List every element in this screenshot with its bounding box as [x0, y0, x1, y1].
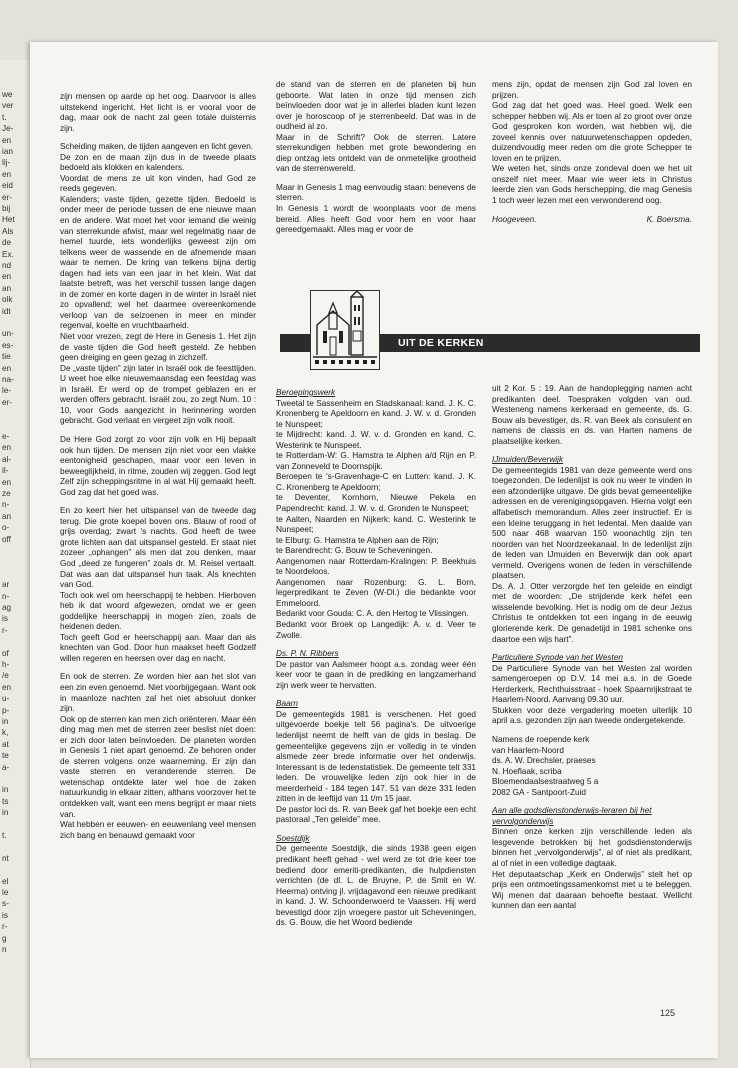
margin-fragment: nd	[2, 261, 12, 270]
column-3-top	[492, 80, 692, 225]
margin-fragment: le	[2, 888, 9, 897]
margin-fragment: er-	[2, 192, 13, 202]
paragraph: De Here God zorgt zo voor zijn volk en Hij bepaalt ook hun tijden. De mensen zijn niet voor een vlakke eentonigheid geschapen, maar voor een leven in beweeglijkheid, in ritme, zouden wij zeggen. God legt Zelf zijn scheppingsritme in al wat Hij gemaakt heeft. God zag dat het goed was.	[60, 434, 256, 497]
margin-fragment: Als	[2, 226, 14, 236]
page-number: 125	[660, 1008, 676, 1018]
margin-fragment: g	[2, 933, 7, 943]
margin-fragment: tie	[2, 352, 11, 362]
paragraph: Scheiding maken, de tijden aangeven en licht geven. De zon en de maan zijn dus in de tweede plaats bedoeld als klokken en kalenders. Voordat de mens ze uit kon vinden, had God ze reeds gegeven. Kalenders; vaste tijden, gezette tijden. Bedoeld is onder meer de periode tussen de ene nieuwe maan en de andere. Wat moet het voor iemand die weinig van sterrekunde afwist, maar wel regelmatig naar de hemel tuurde, iets wonderlijks geweest zijn om telkens weer de wassende en de afnemende maan waar te nemen. De kring van telkens bijna dertig dagen had iets van een jaar in het klein. Wat dat laatste betreft, was het verschil tussen lange dagen in de zomer en korte dagen in de winter in Israël niet zo opvallend; wel het daarmee overeenkomende verloop van de seizoenen in meer en minder regenval, koelte en vruchtbaarheid. Niet voor vrezen, zegt de Here in Genesis 1. Het zijn de vaste tijden die God heeft gesteld. Ze hebben geen dreiging en geen gezag in zichzelf. De „vaste tijden” zijn later in Israël ook de feesttijden. U weet hoe elke nieuwemaansdag een feestdag was in Israël. Er werd op de trompet geblazen en er werden offers gebracht. Israël zou, zo zegt Num. 10 : 10, voor Gods aangezicht in herinnering worden gebracht. God verlaat en vergeet zijn volk nooit.	[60, 142, 256, 426]
margin-fragment: n-	[2, 591, 10, 601]
margin-fragment: o-	[2, 523, 10, 533]
margin-fragment: Je-	[2, 124, 14, 134]
section-heading: IJmuiden/Beverwijk	[492, 455, 564, 465]
margin-fragment: na-	[2, 375, 14, 384]
margin-fragment: Ex.	[2, 249, 14, 259]
margin-fragment: el	[2, 876, 9, 886]
margin-fragment: a-	[2, 762, 10, 772]
margin-fragment: /e	[2, 671, 9, 681]
column-1	[60, 92, 256, 849]
margin-fragment: ian	[2, 147, 13, 156]
margin-fragment: in	[2, 785, 9, 795]
margin-fragment: en	[2, 443, 12, 453]
margin-fragment: s-	[2, 899, 9, 909]
section-body: Tweetal te Sassenheim en Stadskanaal: kand. J. K. C. Kronenberg te Apeldoorn en kand. J. W. v. d. Gronden te Nunspeet; te Mijdrecht: kand. J. W. v. d. Gronden en kand. C. Westerink te Nunspeet. te Rotterdam-W: G. Hamstra te Alphen a/d Rijn en P. van Zonneveld te Doornspijk. Beroepen te 's-Gravenhage-C en Lutten: kand. J. K. C. Kronenberg te Apeldoorn; te Deventer, Kornhorn, Nieuwe Pekela en Papendrecht: kand. J. W. v. d. Gronden te Nunspeet; te Aalten, Naarden en Nijkerk: kand. C. Westerink te Nunspeet; te Elburg: G. Hamstra te Alphen aan de Rijn; te Barendrecht: G. Bouw te Scheveningen. Aangenomen naar Rotterdam-Kralingen: P. Beekhuis te Noordeloos. Aangenomen naar Rozenburg: G. L. Born, legerpredikant te Zeven (W-Dl.) die bedankte voor Emmeloord. Bedankt voor Gouda: C. A. den Hertog te Vlissingen. Bedankt voor Broek op Langedijk: A. v. d. Veer te Zwolle.	[276, 398, 476, 640]
column-3-bottom	[492, 384, 692, 920]
section-body: Binnen onze kerken zijn verschillende leden als lesgevende betrokken bij het godsdienstonderwijs binnen het „vervolgonderwijs”, al of niet als predikant, al of niet in een volledige dagtaak. Het deputaatschap „Kerk en Onderwijs” stelt het op prijs een ontmoetingssamenkomst met u te beleggen. Wij menen dat daaraan behoefte bestaat. Wellicht kunnen dan een aantal	[492, 827, 692, 911]
margin-fragment: bij	[2, 204, 11, 213]
margin-fragment: r-	[2, 625, 8, 635]
margin-fragment: il-	[2, 466, 9, 476]
column-2-top	[276, 80, 476, 244]
margin-fragment: nt	[2, 853, 9, 863]
signature	[492, 215, 692, 226]
margin-fragment: in	[2, 717, 9, 726]
paragraph: zijn mensen op aarde op het oog. Daarvoor is alles uitstekend ingericht. Het licht is er vooral voor de dag, maar ook de nacht zal geen totale duisternis zijn.	[60, 92, 256, 133]
margin-fragment: olk	[2, 295, 13, 305]
paragraph: de stand van de sterren en de planeten bij hun geboorte. Wat laten in onze tijd mensen zich beïnvloeden door wat je in allerlei bladen kunt lezen over je horoscoop of je sterrenbeeld. Dat was in de oudheid al zo. Maar in de Schrift? Ook de sterren. Latere sterrekundigen hebben met grote bewondering en diep ontzag iets ontdekt van de onmetelijke grootheid van de sterrenwereld.	[276, 80, 476, 174]
magazine-page	[30, 42, 718, 1058]
margin-fragment: te	[2, 751, 9, 761]
paragraph: En ook de sterren. Ze worden hier aan het slot van een zin even genoemd. Niet voorbijgegaan. Want ook in maanloze nachten zal het niet absoluut donker zijn. Ook op de sterren kan men zich oriënteren. Maar één ding mag men met de sterren zeer beslist niet doen: er zich door laten beïnvloeden. De planeten worden in Genesis 1 niet apart genoemd. Ze behoren onder de sterren volgens onze waarneming. Er zijn dan vaste sterren en veranderende sterren. De wetenschap ontdekte later wel hoe de zaken natuurkundig in elkaar zitten, althans voorzover het te ontdekken valt, want een mens begrijpt er maar niets van. Wat hebben er eeuwen- en eeuwenlang veel mensen zich bang en benauwd gemaakt voor	[60, 672, 256, 840]
paragraph: En zo keert hier het uitspansel van de tweede dag terug. Die grote koepel boven ons. Blauw of rood of grijs overdag; zwart 's nachts. God heeft de twee grote lichten aan dat uitspansel gesteld. Er staat niet zozeer „ophangen” als men dat zou denken, maar God „deed ze fungeren” zoals dr. M. Reisel vertaalt. Dat was aan dat uitspansel hun taak. Als knechten van God. Toch ook wel om heerschappij te hebben. Hierboven heb ik dat woord afgewezen, omdat we er geen goddelijke heerschappij in mogen zien, zoals de heidenen deden. Toch geeft God er heerschappij aan. Maar dan als knechten van God. Door hun maakset heeft Godzelf willen regeren en heersen over dag en nacht.	[60, 506, 256, 663]
section-heading: Aan alle godsdienstonderwijs-leraren bij het vervolgonderwijs	[492, 806, 652, 826]
section-body: De gemeente Soestdijk, die sinds 1938 geen eigen predikant heeft gehad - wel werd ze tot drie keer toe bediend door emeriti-predikanten, die hulpdiensten verrichten (de dl. L. de Bruyne, P. de Smit en W. Heerma) ontving jl. vrijdagavond een nieuwe predikant in kand. J. W. Schoonderwoerd te Vaassen. Hij werd bevestigd door zijn vroegere pastor uit Scheveningen, ds. G. Bouw, die het Woord bediende	[276, 844, 476, 928]
margin-fragment: we	[2, 90, 13, 99]
margin-fragment: en	[2, 682, 12, 692]
address-block: Namens de roepende kerk van Haarlem-Noord ds. A. W. Drechsler, praeses N. Hoeflaak, scriba Bloemendaalsestraatweg 5 a 2082 GA - Santpoort-Zuid	[492, 734, 599, 797]
margin-fragment: p-	[2, 705, 10, 715]
margin-fragment: k,	[2, 728, 9, 738]
margin-fragment: h-	[2, 660, 10, 669]
margin-fragment: un-	[2, 329, 14, 339]
section-body: De Particuliere Synode van het Westen zal worden samengeroepen op D.V. 14 mei a.s. in de Goede Herderkerk, Rechthuisstraat - hoek Spaarnrijkstraat te Haarlem-Noord. Aanvang 09.30 uur. Stukken voor deze vergadering moeten uiterlijk 10 april a.s. gezonden zijn aan tweede ondergetekende.	[492, 663, 692, 726]
margin-fragment: u-	[2, 694, 10, 704]
margin-fragment: ag	[2, 603, 12, 612]
margin-fragment: an	[2, 283, 12, 293]
section-body: uit 2 Kor. 5 : 19. Aan de handoplegging namen acht predikanten deel. Toespraken volgden van oud. Westeneng namens kerkeraad en gemeente, ds. G. Bouw als bevestiger, ds. R. van Beek als consulent en namens de classis en ds. van Harten namens de plaatselijke kerken.	[492, 384, 692, 446]
church-icon	[310, 290, 380, 370]
margin-fragment: t.	[2, 112, 7, 122]
margin-fragment: e-	[2, 432, 10, 441]
previous-page-edge	[0, 60, 31, 1068]
column-2-bottom	[276, 384, 476, 937]
margin-fragment: ar	[2, 580, 10, 590]
section-body: De pastor van Aalsmeer hoopt a.s. zondag weer één keer voor te gaan in de prediking en langzamerhand zijn werk weer te hervatten.	[276, 659, 476, 690]
paragraph: mens zijn, opdat de mensen zijn God zal loven en prijzen. God zag dat het goed was. Heel goed. Welk een schepper hebben wij. Als er toen al zo groot over onze God gesproken kon worden, wat hebben wij, die zoveel kennis over natuurwetenschappen opdeden, duizendvoudig meer reden om die grote Schepper te loven en te prijzen. We weten het, sinds onze zondeval doen we het uit onszelf niet meer. Maar wie weer iets in Christus leerde zien van Gods herschepping, die mag Genesis 1 toch weer lezen met een verwonderend oog.	[492, 80, 692, 206]
margin-fragment: lij-	[2, 158, 11, 168]
margin-fragment: Het	[2, 215, 15, 225]
margin-fragment: en	[2, 363, 12, 373]
margin-fragment: er-	[2, 397, 13, 407]
margin-fragment: n-	[2, 500, 10, 510]
margin-fragment: in	[2, 808, 9, 818]
section-heading: Particuliere Synode van het Westen	[492, 653, 624, 663]
margin-fragment: is	[2, 910, 8, 920]
margin-fragment: at	[2, 739, 9, 749]
margin-fragment: ze	[2, 489, 11, 498]
margin-fragment: idt	[2, 306, 11, 316]
margin-fragment: le-	[2, 386, 12, 396]
section-heading: Ds. P. N. Ribbers	[276, 649, 339, 659]
section-heading: Baarn	[276, 699, 299, 709]
margin-fragment: es-	[2, 340, 14, 350]
section-body: De gemeentegids 1981 van deze gemeente werd ons toegezonden. De ledenlijst is ook nu weer te vinden in een afzonderlijke uitgave. De gids bevat gemeentelijke adressen en de verenigingsopgaven. Hierna volgt een alfabetisch memorandum. Alles zeer instructief. Er is een kleine teruggang in het ledental. Men daalde van 500 naar 468 waarvan 150 woonachtig zijn ten noorden van het Noordzeekanaal. In de ledenlijst zijn de leden van IJmuiden en Beverwijk dan ook apart vermeld. Overigens wonen de leden in verschillende plaatsen. Ds. A. J. Otter verzorgde het ten geleide en eindigt met de woorden: „De strijdende kerk hefet een wisselende bevolking. Het is nodig om de deur Jezus Christus te ontdekken tot een ingang in de eeuwig glorierende kerk. De genadetijd in 1981 schenke ons daartoe een wijs hart”.	[492, 465, 692, 644]
margin-fragment: al-	[2, 454, 12, 464]
margin-fragment: de	[2, 238, 12, 248]
paragraph: Maar in Genesis 1 mag eenvoudig staan: benevens de sterren. In Genesis 1 wordt de woonplaats voor de mens bereid. Alles heeft God voor hem en voor haar gereedgemaakt. Alles mag er voor de	[276, 182, 476, 235]
section-banner	[280, 290, 700, 370]
signature-place: Hoogeveen.	[492, 214, 537, 224]
margin-fragment: is	[2, 614, 8, 624]
banner-title: UIT DE KERKEN	[398, 337, 484, 349]
section-body: De gemeentegids 1981 is verschenen. Het goed uitgevoerde boekje telt 56 pagina's. De uitvoerige ledenlijst neemt de helft van de gids in beslag. De gemeentelijke gegevens zijn er volledig in te vinden alsmede zeer brede informatie over het onderwijs. Interessant is de ledenstatistiek. De gemeente telt 331 leden. De vrouwelijke leden zijn ook hier in de meerderheid - 184 tegen 147. 51 van deze 331 leden zitten in de leeftijd van 11 t/m 15 jaar. De pastor loci ds. R. van Beek gaf het boekje een echt pastoraal „Ten geleide” mee.	[276, 709, 476, 825]
margin-fragment: n	[2, 945, 7, 954]
margin-fragment: ts	[2, 796, 9, 806]
margin-fragment: en	[2, 135, 12, 145]
signature-author: K. Boersma.	[646, 214, 692, 224]
margin-fragment: of	[2, 648, 9, 658]
margin-fragment: en	[2, 477, 12, 487]
margin-fragment: ver	[2, 101, 14, 111]
margin-fragment: an	[2, 511, 12, 521]
section-heading: Beroepingswerk	[276, 388, 336, 397]
margin-fragment: en	[2, 169, 12, 179]
margin-fragment: off	[2, 534, 11, 544]
margin-fragment: r-	[2, 922, 8, 932]
margin-fragment: en	[2, 272, 12, 282]
margin-fragment: t.	[2, 831, 7, 840]
margin-fragment: eid	[2, 181, 13, 191]
section-heading: Soestdijk	[276, 833, 310, 843]
